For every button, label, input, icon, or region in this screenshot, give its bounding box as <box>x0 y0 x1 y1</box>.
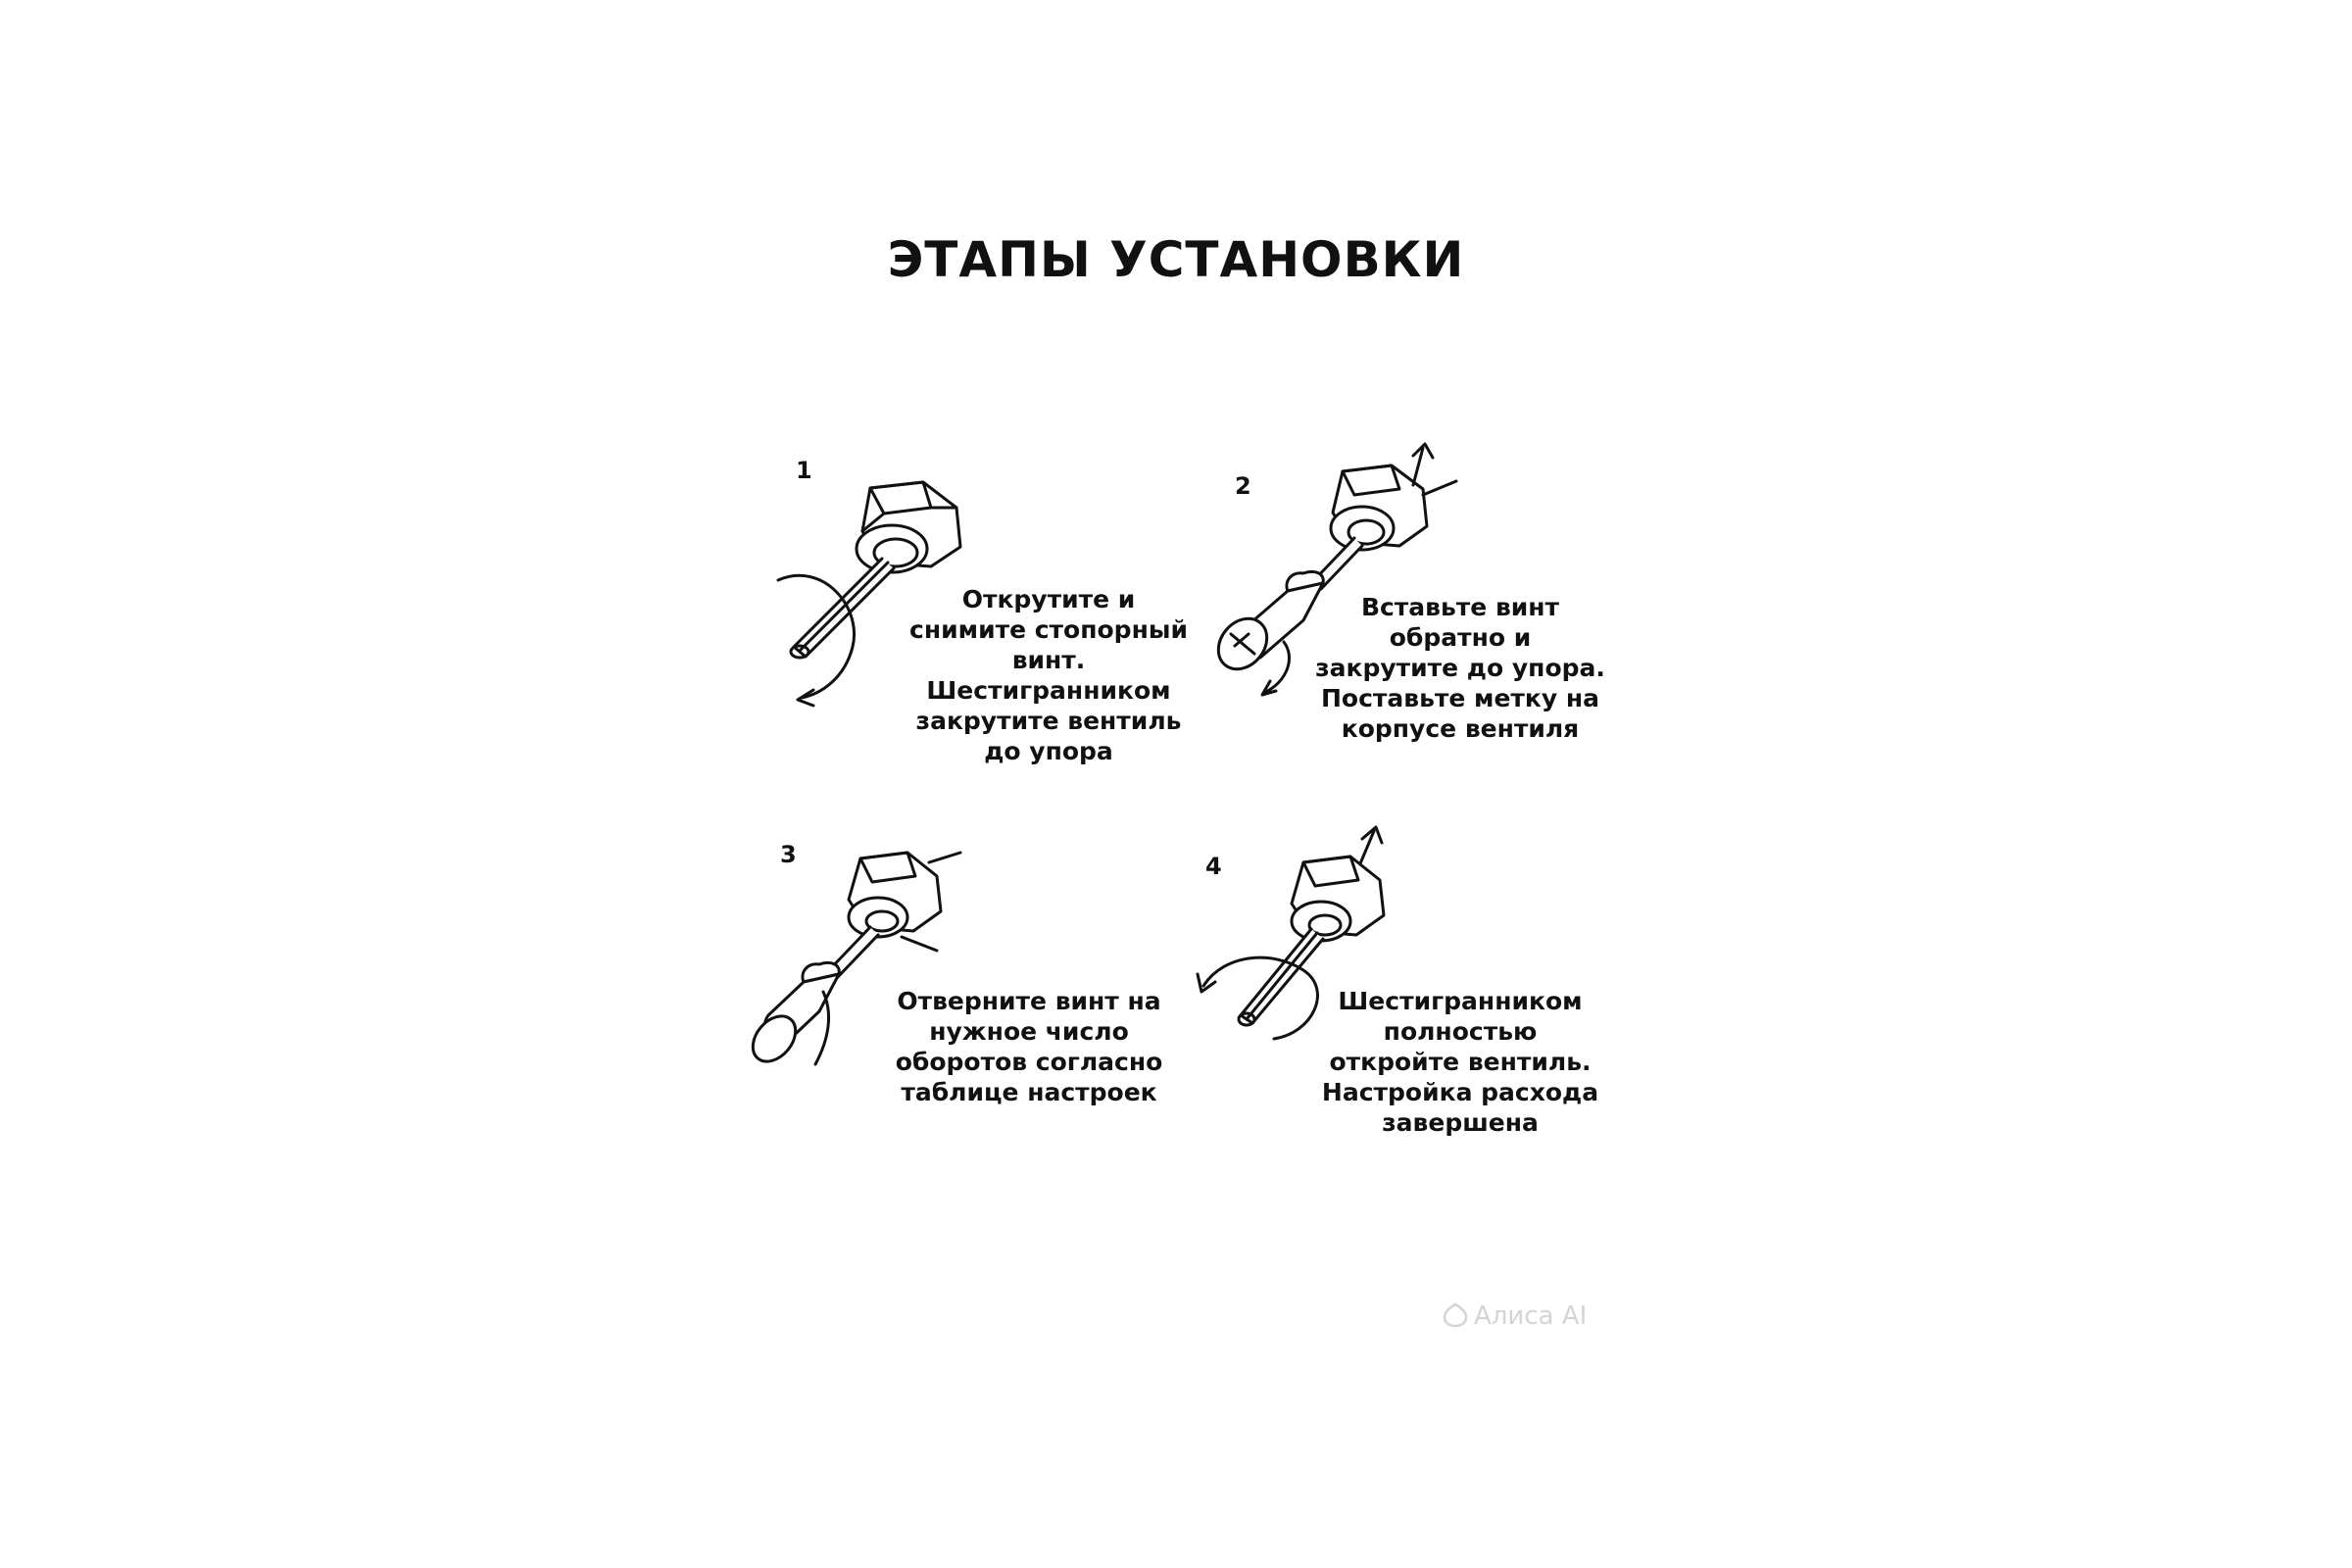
watermark <box>1443 1301 1587 1331</box>
step-1-number: 1 <box>796 457 812 484</box>
step-2-number: 2 <box>1235 472 1251 500</box>
step-4-number: 4 <box>1205 853 1222 880</box>
page-title: ЭТАПЫ УСТАНОВКИ <box>887 231 1465 288</box>
step-1-text: Открутите и снимите стопорный винт. Шестигранником закрутите вентиль до упора <box>909 585 1188 765</box>
step-3-number: 3 <box>780 841 797 868</box>
step-4-text: Шестигранником полностью откройте вентиль. Настройка расхода завершена <box>1321 987 1599 1137</box>
watermark-text: Алиса AI <box>1474 1301 1588 1331</box>
step-3-text: Отверните винт на нужное число оборотов согласно таблице настроек <box>895 987 1163 1106</box>
step-2-text: Вставьте винт обратно и закрутите до упора. Поставьте метку на корпусе вентиля <box>1315 593 1605 743</box>
alice-logo-icon <box>1443 1302 1468 1328</box>
